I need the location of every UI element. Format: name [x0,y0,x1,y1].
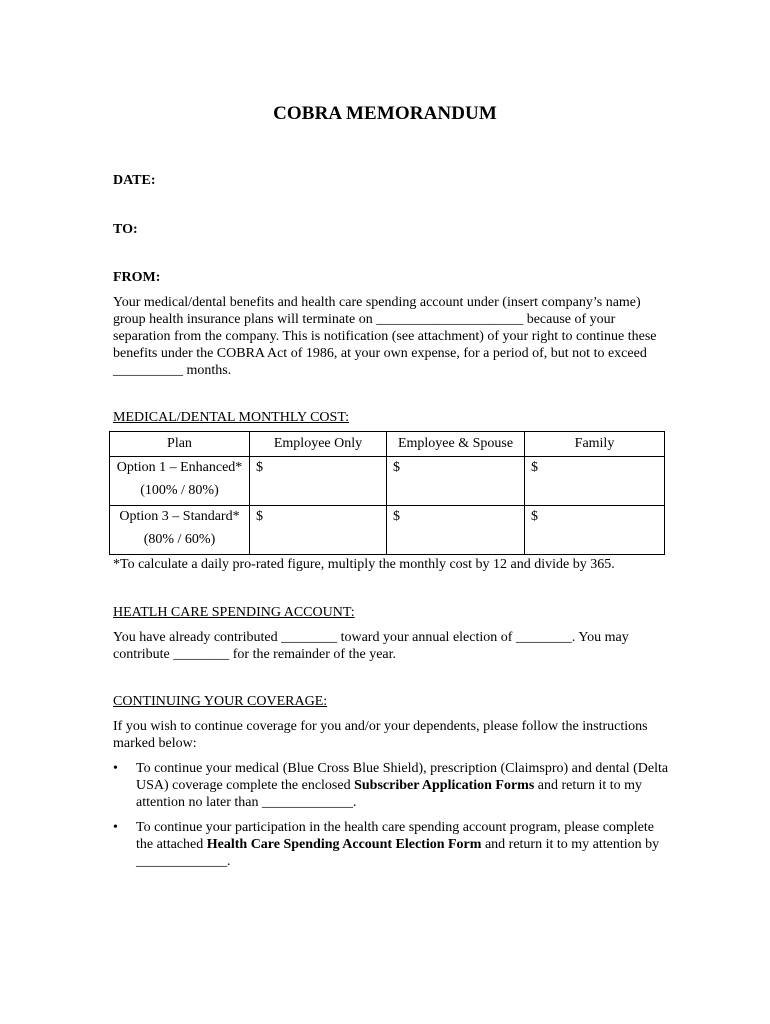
plan-detail: (80% / 60%) [143,532,216,547]
table-row [110,506,665,555]
amount: $ [393,460,400,475]
column-header: Employee Only [250,432,387,457]
bullet-text: To continue your medical (Blue Cross Blue Shield), prescription (Claimspro) and dental (Delta USA) coverage complete the enclosed [136,761,669,793]
column-header: Plan [110,432,250,457]
document-title: COBRA MEMORANDUM [273,103,497,124]
family-cell [525,457,665,506]
form-name: Subscriber Application Forms [354,778,535,793]
intro-paragraph: Your medical/dental benefits and health care spending account under (insert company’s name) group health insurance plans will terminate on _____________________ because of your separation from the company. This is notification (see attachment) of your right to continue these benefits under the COBRA Act of 1986, at your own expense, for a period of, but not to exceed __________ months. [113,295,657,378]
column-header: Employee & Spouse [387,432,525,457]
table-header-row [110,432,665,457]
instruction-list [113,760,673,878]
bullet-text: and return it to my attention no later than _____________. [136,778,642,810]
plan-cell [110,457,250,506]
amount: $ [256,509,263,524]
prorate-note: *To calculate a daily pro-rated figure, multiply the monthly cost by 12 and divide by 365. [113,557,615,572]
amount: $ [531,460,538,475]
list-item [113,819,673,870]
cost-table [109,431,665,555]
form-name: Health Care Spending Account Election Form [206,837,482,852]
table-row [110,457,665,506]
family-cell [525,506,665,555]
plan-name: Option 3 – Standard* [119,509,240,524]
employee-spouse-cell [387,457,525,506]
plan-name: Option 1 – Enhanced* [116,460,243,475]
hcsa-paragraph: You have already contributed ________ toward your annual election of ________. You may contribute ________ for the remainder of the year. [113,630,629,662]
employee-only-cell [250,506,387,555]
cost-heading: MEDICAL/DENTAL MONTHLY COST: [113,410,350,425]
employee-spouse-cell [387,506,525,555]
from-label: FROM: [113,270,161,285]
bullet-icon: • [113,820,118,835]
amount: $ [531,509,538,524]
plan-cell [110,506,250,555]
coverage-intro: If you wish to continue coverage for you and/or your dependents, please follow the instructions marked below: [113,719,648,751]
list-item [113,760,673,811]
coverage-heading: CONTINUING YOUR COVERAGE: [113,694,328,709]
bullet-text: and return it to my attention by _____________. [136,837,660,869]
bullet-text: To continue your participation in the health care spending account program, please complete the attached [136,820,654,852]
employee-only-cell [250,457,387,506]
date-label: DATE: [113,173,156,188]
column-header: Family [525,432,665,457]
to-label: TO: [113,222,138,237]
bullet-icon: • [113,761,118,776]
amount: $ [393,509,400,524]
hcsa-heading: HEATLH CARE SPENDING ACCOUNT: [113,605,355,620]
amount: $ [256,460,263,475]
plan-detail: (100% / 80%) [140,483,219,498]
